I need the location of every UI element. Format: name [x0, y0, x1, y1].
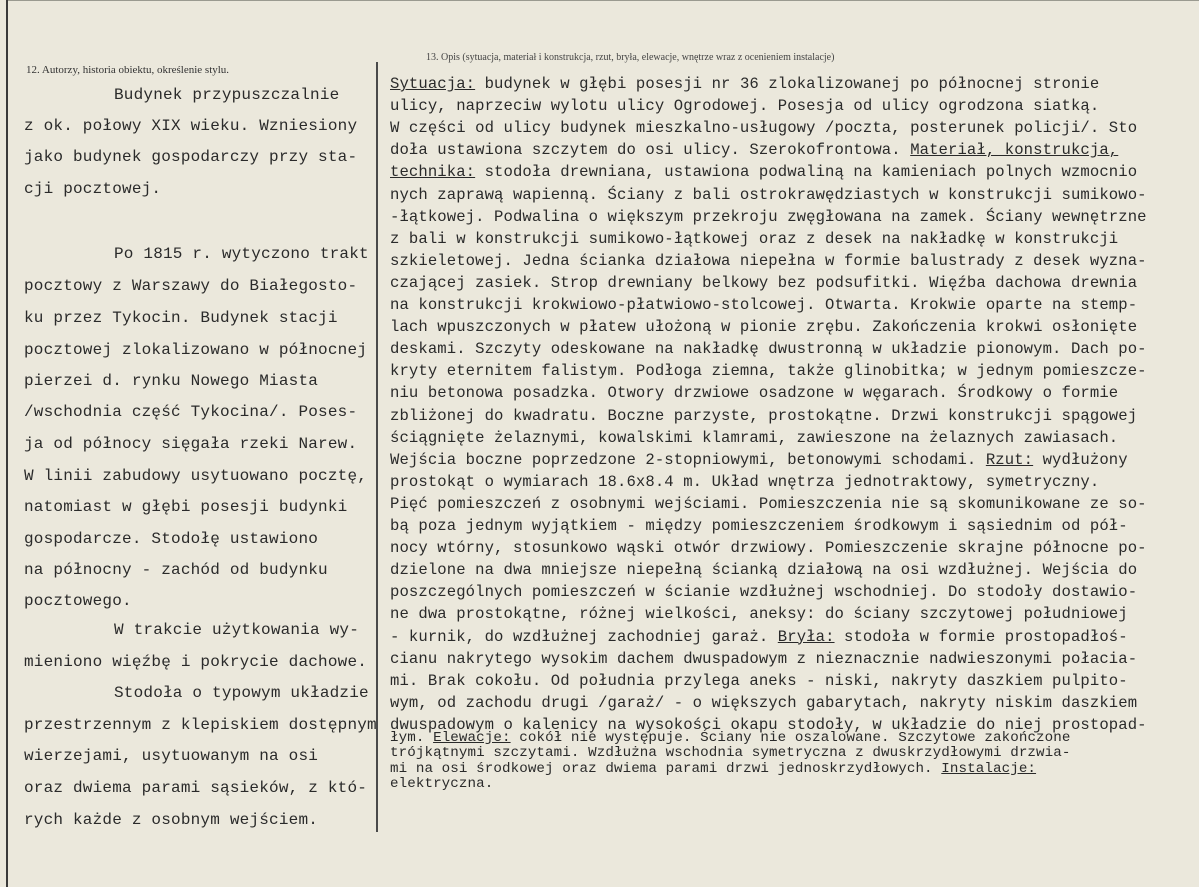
description-text: niu betonowa posadzka. Otwory drzwiowe osadzone w węgarach. Środkowy o formie [390, 384, 1119, 403]
section-12-heading: 12. Autorzy, historia obiektu, określenie stylu. [26, 64, 230, 76]
description-line [390, 274, 1137, 292]
history-line: Po 1815 r. wytyczono trakt [114, 245, 369, 263]
description-text: - kurnik, do wzdłużnej zachodniej garaż. [390, 627, 778, 646]
description-line [390, 208, 1147, 226]
history-line: oraz dwiema parami sąsieków, z któ- [24, 779, 368, 797]
description-text: lach wpuszczonych w płatew ułożoną w pionie zrębu. Zakończenia krokwi osłonięte [390, 318, 1138, 337]
description-text: wym, od zachodu drugi /garaż/ - o większych gabarytach, nakryty niskim daszkiem [390, 693, 1138, 712]
history-line: z ok. połowy XIX wieku. Wzniesiony [24, 117, 358, 135]
description-line [390, 672, 1128, 690]
history-line: pocztowego. [24, 592, 132, 610]
description-line [390, 296, 1137, 314]
description-line [390, 694, 1137, 712]
description-text: na konstrukcji krokwiowo-płatwiowo-stolcowej. Otwarta. Krokwie oparte na stemp- [390, 296, 1138, 314]
history-line: na północny - zachód od budynku [24, 561, 328, 579]
description-line [390, 730, 1071, 746]
description-line [390, 230, 1118, 248]
left-edge-line [6, 0, 8, 887]
description-text: ściągnięte żelaznymi, kowalskimi klamrami, zawieszone na żelaznych zawiasach. [390, 428, 1119, 447]
description-text: -łątkowej. Podwalina o większym przekroju zwęgłowana na zamek. Ściany wewnętrzne [390, 207, 1147, 226]
description-line [390, 605, 1128, 623]
description-line [390, 761, 1036, 777]
history-line: Stodoła o typowym układzie [114, 684, 369, 702]
description-text: nocy wtórny, stosunkowo wąski otwór drzwiowy. Pomieszczenie skrajne północne po- [390, 539, 1147, 558]
description-line [390, 119, 1137, 137]
history-line: pierzei d. rynku Nowego Miasta [24, 372, 319, 390]
description-line [390, 745, 1071, 761]
description-line [390, 318, 1137, 336]
history-line: pocztowy z Warszawy do Białegosto- [24, 277, 358, 295]
description-line [390, 97, 1099, 115]
description-line [390, 252, 1147, 270]
field-label: Rzut: [985, 450, 1034, 469]
description-text: z bali w konstrukcji sumikowo-łątkowej oraz z desek na nakładkę w konstrukcji [390, 229, 1119, 248]
history-line: wierzejami, usytuowanym na osi [24, 747, 319, 765]
header-rule [8, 0, 1199, 1]
description-text: kryty eternitem falistym. Podłoga ziemna, także glinobitka; w jednym pomieszcze- [390, 362, 1147, 381]
history-line: W trakcie użytkowania wy- [114, 621, 360, 639]
description-line [390, 141, 1118, 159]
description-text: elektryczna. [390, 776, 494, 793]
description-text: prostokąt o wymiarach 18.6x8.4 m. Układ wnętrza jednotraktowy, symetryczny. [390, 472, 1100, 491]
field-label: Bryła: [777, 627, 835, 646]
description-text: zbliżonej do kwadratu. Boczne parzyste, prostokątne. Drzwi konstrukcji spągowej [390, 406, 1138, 425]
description-text: trójkątnymi szczytami. Wzdłużna wschodnia symetryczna z dwuskrzydłowymi drzwia- [390, 745, 1071, 762]
description-text: nych zaprawą wapienną. Ściany z bali ostrokrawędziastych w konstrukcji sumikowo- [390, 185, 1147, 204]
description-text: dzielone na dwa mniejsze niepełną ścianką działową na osi wzdłużnej. Wejścia do [390, 561, 1138, 580]
field-label: Sytuacja: [390, 75, 476, 93]
description-text: W części od ulicy budynek mieszkalno-usługowy /poczta, posterunek policji/. Sto [390, 119, 1138, 138]
description-line [390, 628, 1128, 646]
description-text: ulicy, naprzeciw wylotu ulicy Ogrodowej. Posesja od ulicy ogrodzona siatką. [390, 97, 1100, 116]
description-text: doła ustawiona szczytem do osi ulicy. Szerokofrontowa. [390, 141, 911, 160]
field-label: Materiał, konstrukcja, [910, 141, 1119, 160]
description-text: deskami. Szczyty odeskowane na nakładkę dwustronną w układzie pionowym. Dach po- [390, 340, 1147, 359]
history-line: jako budynek gospodarczy przy sta- [24, 148, 358, 166]
history-line: /wschodnia część Tykocina/. Poses- [24, 403, 358, 421]
description-line [390, 776, 493, 792]
field-label: Instalacje: [941, 760, 1037, 777]
history-line: mieniono więźbę i pokrycie dachowe. [24, 653, 368, 671]
description-text: Pięć pomieszczeń z osobnymi wejściami. Pomieszczenia nie są skomunikowane ze so- [390, 494, 1147, 513]
description-text: stodoła w formie prostopadłoś- [834, 627, 1128, 646]
field-label: Elewacje: [433, 729, 511, 746]
history-line: Budynek przypuszczalnie [114, 86, 340, 104]
description-line [390, 429, 1118, 447]
description-line [390, 583, 1137, 601]
history-line: rych każde z osobnym wejściem. [24, 811, 319, 829]
description-line [390, 539, 1147, 557]
description-text: szkieletowej. Jedna ścianka działowa niepełna w formie balustrady z desek wyzna- [390, 251, 1147, 270]
history-line: przestrzennym z klepiskiem dostępnym [24, 716, 377, 734]
description-line [390, 75, 1099, 93]
history-line: W linii zabudowy usytuowano pocztę, [24, 467, 368, 485]
history-line: ja od północy sięgała rzeki Narew. [24, 435, 358, 453]
description-line [390, 473, 1099, 491]
description-text: bą poza jednym wyjątkiem - między pomieszczeniem środkowym i sąsiednim od pół- [390, 517, 1128, 535]
history-line: gospodarcze. Stodołę ustawiono [24, 530, 319, 548]
description-text: mi. Brak cokołu. Od południa przylega aneks - niski, nakryty daszkiem pulpito- [390, 671, 1128, 690]
description-text: cokół nie występuje. Ściany nie oszalowane. Szczytowe zakończone [510, 729, 1071, 746]
history-line: ku przez Tykocin. Budynek stacji [24, 309, 338, 327]
history-line: cji pocztowej. [24, 180, 162, 198]
description-line [390, 186, 1147, 204]
description-text: mi na osi środkowej oraz dwiema parami drzwi jednoskrzydłowych. [390, 760, 942, 777]
section-13-heading: 13. Opis (sytuacja, materiał i konstrukcja, rzut, bryła, elewacje, wnętrze wraz z ocenieniem instalacje) [426, 52, 835, 63]
description-line [390, 384, 1118, 402]
description-line [390, 163, 1137, 181]
history-line: pocztowej zlokalizowano w północnej [24, 341, 368, 359]
description-line [390, 495, 1147, 513]
description-line [390, 407, 1137, 425]
description-line [390, 451, 1128, 469]
history-line: natomiast w głębi posesji budynki [24, 498, 348, 516]
description-line [390, 561, 1137, 579]
description-text: cianu nakrytego wysokim dachem dwuspadowym z nieznacznie nadwieszonymi połacia- [390, 649, 1138, 668]
description-text: budynek w głębi posesji nr 36 zlokalizowanej po północnej stronie [475, 75, 1100, 93]
description-text: stodoła drewniana, ustawiona podwaliną na kamieniach polnych wzmocnio [475, 163, 1138, 182]
description-text: Wejścia boczne poprzedzone 2-stopniowymi, betonowymi schodami. [390, 450, 986, 469]
field-label: technika: [390, 163, 476, 182]
description-text: czającej zasiek. Strop drewniany belkowy bez podsufitki. Więźba dachowa drewnia [390, 273, 1138, 292]
description-line [390, 650, 1137, 668]
description-text: ne dwa prostokątne, różnej wielkości, aneksy: do ściany szczytowej południowej [390, 605, 1128, 624]
description-text: poszczególnych pomieszczeń w ścianie wzdłużnej wschodniej. Do stodoły dostawio- [390, 583, 1138, 602]
description-line [390, 362, 1147, 380]
description-text: dwuspadowym o kalenicy na wysokości okapu stodoły, w układzie do niej prostopad- [390, 715, 1147, 734]
description-text: wydłużony [1033, 450, 1128, 469]
description-line [390, 517, 1128, 535]
description-text: łym. [390, 729, 434, 746]
description-line [390, 340, 1147, 358]
